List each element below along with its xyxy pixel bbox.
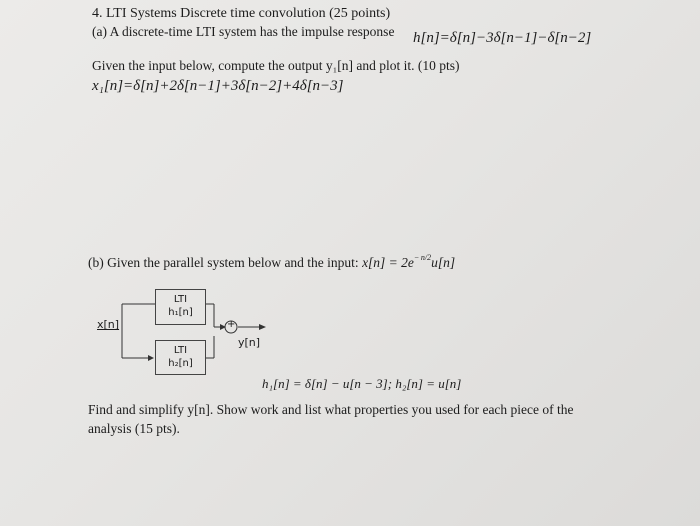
block2-line2: h₂[n]: [168, 358, 193, 369]
block1-line1: LTI: [173, 294, 188, 305]
lti-block-1: [155, 289, 206, 325]
part-b-task-line1: Find and simplify y[n]. Show work and list what properties you used for each piece of the: [88, 402, 574, 417]
part-b-input-rhs: u[n]: [431, 255, 456, 270]
arrow-to-block2: [148, 355, 154, 361]
part-b-task-line2: analysis (15 pts).: [88, 421, 180, 436]
adder-plus-symbol: +: [227, 319, 236, 330]
part-a-input-signal: x₁[n]=δ[n]+2δ[n−1]+3δ[n−2]+4δ[n−3]: [92, 78, 344, 94]
diagram-input-label: x[n]: [97, 318, 120, 331]
lti-block-2: [155, 340, 206, 375]
arrow-output: [259, 324, 266, 330]
part-b-intro: (b) Given the parallel system below and the input:: [88, 255, 359, 270]
part-a-intro: (a) A discrete-time LTI system has the impulse response: [92, 24, 395, 39]
part-a-impulse-response: h[n]=δ[n]−3δ[n−1]−δ[n−2]: [413, 30, 592, 46]
diagram-output-label: y[n]: [238, 336, 261, 349]
part-b-input-lhs: x[n] = 2e: [362, 255, 414, 270]
part-b-input-exponent: − n/2: [413, 253, 432, 262]
part-a-instruction: Given the input below, compute the output y₁[n] and plot it. (10 pts): [92, 58, 460, 73]
block2-line1: LTI: [173, 345, 188, 356]
block1-line2: h₁[n]: [168, 307, 193, 318]
part-b-impulse-responses: h₁[n] = δ[n] − u[n − 3]; h₂[n] = u[n]: [262, 376, 462, 391]
problem-title: 4. LTI Systems Discrete time convolution (25 points): [92, 6, 391, 21]
